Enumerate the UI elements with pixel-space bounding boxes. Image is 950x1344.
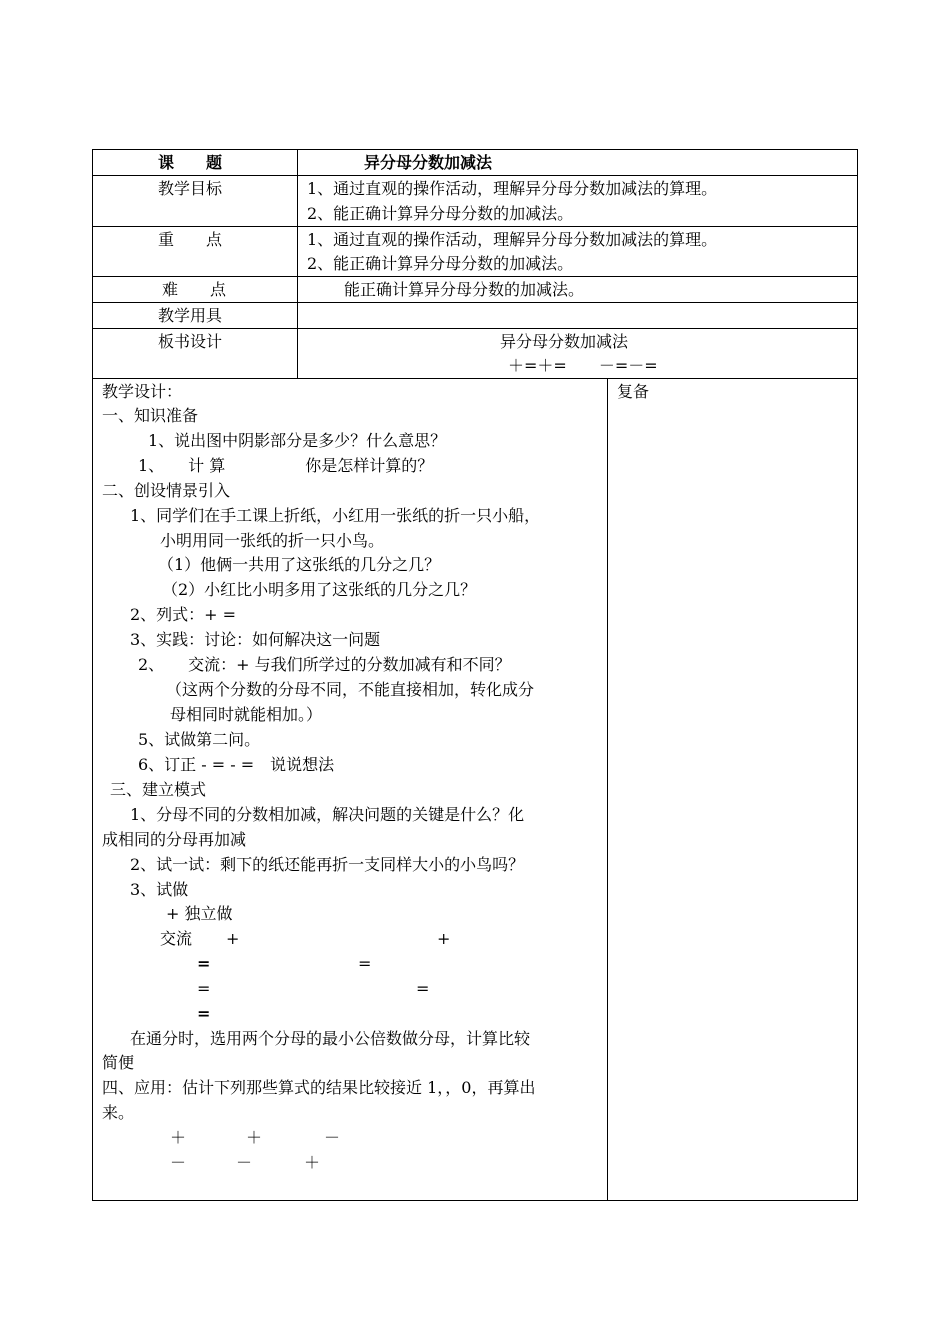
- topic-label: 课 题: [158, 153, 223, 172]
- board-formula: ＋=＋= －=－=: [508, 356, 658, 375]
- row-divider: [92, 175, 858, 176]
- operator-sign: －: [170, 1153, 187, 1172]
- body-column-divider: [607, 378, 608, 1201]
- design-line: 来。: [102, 1103, 135, 1122]
- design-line: （2）小红比小明多用了这张纸的几分之几？: [162, 580, 477, 599]
- design-line: 5、试做第二问。: [138, 730, 261, 749]
- design-line: 2、列式：+ =: [130, 605, 237, 624]
- design-line: 二、创设情景引入: [102, 481, 231, 500]
- row-divider: [92, 302, 858, 303]
- key-point-label: 重 点: [158, 230, 223, 249]
- equals-sign: =: [197, 979, 211, 998]
- key-point-line-1: 1、通过直观的操作活动，理解异分母分数加减法的算理。: [307, 230, 718, 249]
- design-line: （1）他俩一共用了这张纸的几分之几？: [158, 555, 441, 574]
- row-divider: [92, 378, 858, 379]
- design-line: 小明用同一张纸的折一只小鸟。: [160, 531, 385, 550]
- plus-sign: +: [437, 929, 451, 948]
- goal-label: 教学目标: [158, 179, 223, 198]
- board-label: 板书设计: [158, 332, 223, 351]
- operator-sign: ＋: [170, 1128, 187, 1147]
- equals-sign: =: [358, 954, 372, 973]
- design-line: 一、知识准备: [102, 406, 199, 425]
- equals-sign: =: [197, 954, 211, 973]
- design-line: + 独立做: [166, 904, 233, 923]
- operator-sign: －: [324, 1128, 341, 1147]
- design-line: 在通分时，选用两个分母的最小公倍数做分母，计算比较: [130, 1029, 531, 1048]
- design-line: 1、同学们在手工课上折纸，小红用一张纸的折一只小船，: [130, 506, 541, 525]
- operator-sign: －: [236, 1153, 253, 1172]
- difficulty-value: 能正确计算异分母分数的加减法。: [344, 280, 585, 299]
- equals-sign: =: [416, 979, 430, 998]
- row-divider: [92, 226, 858, 227]
- row-divider: [92, 328, 858, 329]
- design-line: （这两个分数的分母不同，不能直接相加，转化成分: [166, 680, 535, 699]
- goal-line-1: 1、通过直观的操作活动，理解异分母分数加减法的算理。: [307, 179, 718, 198]
- equals-sign: =: [197, 1004, 211, 1023]
- design-line: 3、试做: [130, 880, 189, 899]
- plus-sign: +: [226, 929, 240, 948]
- header-column-divider: [297, 149, 298, 379]
- design-line: 1、说出图中阴影部分是多少？什么意思？: [148, 431, 447, 450]
- design-line: 6、订正 - = - = 说说想法: [138, 755, 335, 774]
- design-line: 2、试一试：剩下的纸还能再折一支同样大小的小鸟吗？: [130, 855, 525, 874]
- operator-sign: ＋: [246, 1128, 263, 1147]
- design-line: 1、 计 算 你是怎样计算的？: [138, 456, 434, 475]
- design-line: 四、应用：估计下列那些算式的结果比较接近 1，，0，再算出: [102, 1078, 536, 1097]
- tools-label: 教学用具: [158, 306, 223, 325]
- key-point-line-2: 2、能正确计算异分母分数的加减法。: [307, 254, 574, 273]
- row-divider: [92, 276, 858, 277]
- design-line: 三、建立模式: [110, 780, 207, 799]
- topic-value: 异分母分数加减法: [364, 153, 493, 172]
- design-line: 交流: [160, 929, 193, 948]
- design-line: 1、分母不同的分数相加减，解决问题的关键是什么？化: [130, 805, 525, 824]
- review-label: 复备: [617, 382, 650, 401]
- design-line: 2、 交流：+ 与我们所学过的分数加减有和不同？: [138, 655, 511, 674]
- design-line: 成相同的分母再加减: [102, 830, 247, 849]
- board-title: 异分母分数加减法: [500, 332, 629, 351]
- goal-line-2: 2、能正确计算异分母分数的加减法。: [307, 204, 574, 223]
- operator-sign: ＋: [304, 1153, 321, 1172]
- difficulty-label: 难 点: [162, 280, 227, 299]
- design-line: 简便: [102, 1053, 135, 1072]
- design-line: 3、实践：讨论：如何解决这一问题: [130, 630, 381, 649]
- design-line: 教学设计：: [102, 382, 183, 401]
- design-line: 母相同时就能相加。）: [170, 705, 323, 724]
